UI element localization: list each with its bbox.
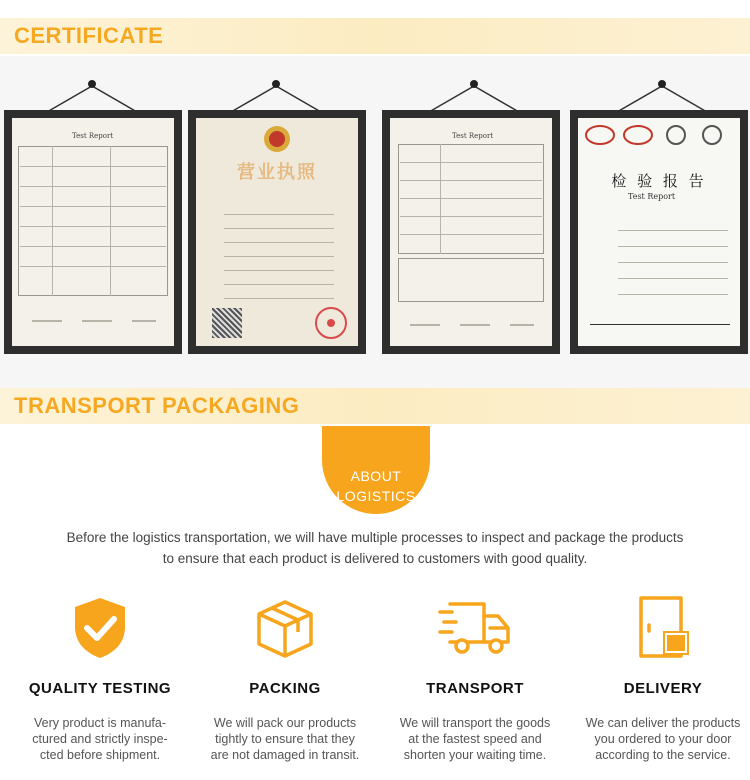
certificate-frame-2[interactable]: [188, 110, 366, 354]
certificate-banner: [0, 18, 750, 54]
report-title: 检 验 报 告: [611, 172, 707, 190]
transport-title: TRANSPORT PACKAGING: [14, 393, 300, 418]
feature-packing: [190, 592, 380, 763]
feature-description: We will transport the goods at the fastest speed and shorten your waiting time.: [399, 716, 551, 762]
feature-transport: [380, 592, 570, 763]
report-subtitle: Test Report: [628, 192, 676, 201]
certificate-frame-4[interactable]: [570, 110, 748, 354]
certificate-frame-3[interactable]: [382, 110, 560, 354]
document-table: [398, 144, 544, 254]
document-table: [18, 146, 168, 296]
feature-quality-testing: [5, 592, 195, 763]
certificate-document: [12, 118, 174, 346]
inspection-report-document: [578, 118, 740, 346]
door-icon: [633, 595, 693, 661]
box-icon: [253, 596, 317, 660]
truck-icon: [438, 598, 512, 658]
about-logistics-badge: [322, 426, 430, 514]
qr-code: [212, 308, 242, 338]
nail-icon: [470, 80, 478, 88]
document-title: Test Report: [452, 132, 494, 140]
transport-banner: [0, 388, 750, 424]
intro-text-line-2: to ensure that each product is delivered to customers with good quality.: [162, 551, 588, 566]
feature-description: Very product is manufa- ctured and strictly inspe- cted before shipment.: [32, 716, 168, 762]
certificate-title: CERTIFICATE: [14, 23, 164, 48]
certificate-document: [390, 118, 552, 346]
official-seal-icon: [314, 306, 348, 340]
logistics-label: LOGISTICS: [336, 488, 416, 504]
feature-description: We can deliver the products you ordered to your door according to the service.: [585, 716, 741, 762]
document-table: [398, 258, 544, 302]
intro-text-line-1: Before the logistics transportation, we will have multiple processes to inspect and package the products: [66, 530, 684, 545]
nail-icon: [658, 80, 666, 88]
shield-check-icon: [70, 595, 130, 661]
nail-icon: [88, 80, 96, 88]
emblem-icon: [262, 124, 292, 154]
feature-title: QUALITY TESTING: [28, 680, 172, 697]
feature-description: We will pack our products tightly to ensure that they are not damaged in transit.: [210, 716, 360, 762]
about-label: ABOUT: [350, 468, 402, 484]
business-license-document: [196, 118, 358, 346]
document-title: Test Report: [72, 132, 114, 140]
feature-delivery: [568, 592, 750, 763]
license-title: 营业执照: [237, 162, 317, 183]
feature-title: PACKING: [249, 680, 321, 697]
feature-title: DELIVERY: [623, 680, 703, 697]
feature-title: TRANSPORT: [426, 680, 524, 697]
certificate-frame-1[interactable]: [4, 110, 182, 354]
nail-icon: [272, 80, 280, 88]
certification-logos-icon: [584, 124, 734, 146]
